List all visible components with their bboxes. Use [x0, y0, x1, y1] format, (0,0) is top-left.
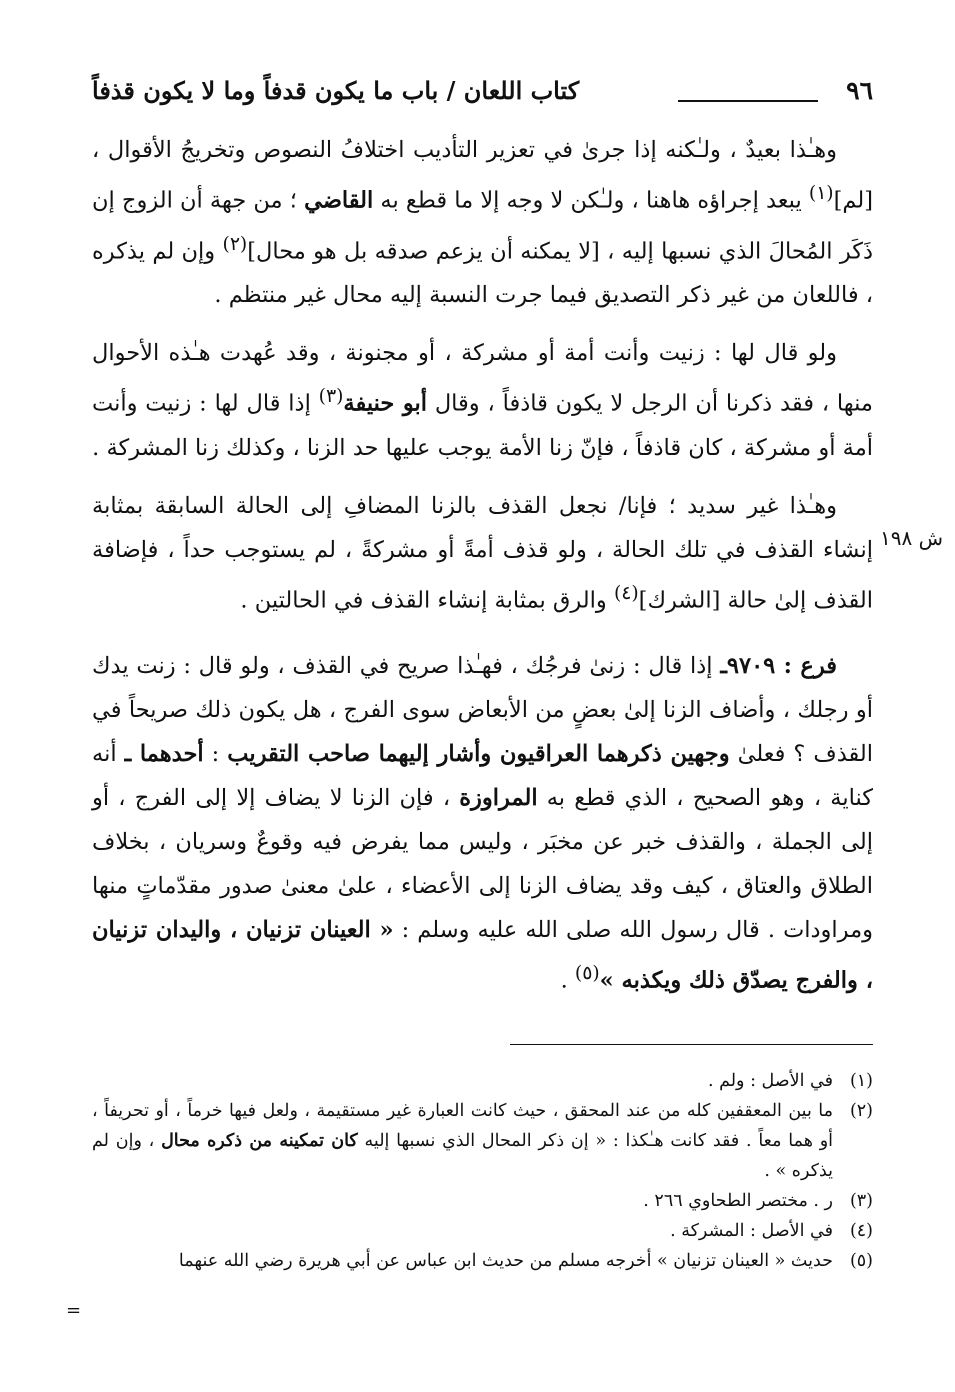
footnote-ref: (٢) — [222, 233, 248, 255]
text-span: . — [560, 967, 575, 994]
text-span: وإن لم يذكره ، فاللعان من غير ذكر التصديق فيما جرت النسبة إليه محال غير منتظم . — [92, 238, 873, 308]
bold-phrase: أحدهما ـ — [124, 741, 204, 767]
bold-name: المراوزة — [459, 785, 538, 811]
footnote-number: (٥) — [849, 1251, 873, 1271]
footnote-number: (٢) — [849, 1101, 873, 1121]
header-rule — [678, 100, 818, 102]
footnote-text: في الأصل : ولم . — [707, 1071, 833, 1091]
footnotes — [92, 1066, 873, 1276]
paragraph-2 — [92, 331, 873, 470]
text-span: ولو قال لها : زنيت وأنت أمة أو مشركة ، أو مجنونة ، وقد عُهدت هـٰذه الأحوال منها ، فقد ذكرنا أن الرجل لا يكون قاذفاً ، وقال — [92, 340, 873, 417]
section-heading: فرع : ٩٧٠٩ـ — [720, 653, 837, 679]
text-span: إذا قال لها : زنيت وأنت أمة أو مشركة ، كان قاذفاً ، فإنّ زنا الأمة يوجب عليها حد الزنا ، وكذلك زنا المشركة . — [92, 390, 873, 461]
paragraph-4 — [92, 644, 873, 1003]
footnote-ref: (٤) — [613, 582, 639, 604]
footnote-number: (٤) — [849, 1221, 873, 1241]
footnote-4 — [92, 1216, 873, 1246]
footnote-ref: (١) — [808, 183, 834, 204]
text-span: وهـٰذا غير سديد ؛ فإنا/ نجعل القذف بالزنا المضافِ إلى الحالة السابقة بمثابة إنشاء القذف في تلك الحالة ، ولو قذف أمةً أو مشركةً ، لم يستوجب حداً ، فإضافة القذف إلىٰ حالة [الشرك] — [92, 492, 873, 613]
manuscript-folio-note: ش ١٩٨ — [880, 526, 944, 550]
paragraph-3 — [92, 484, 873, 623]
text-span: يبعد إجراؤه هاهنا ، ولـٰكن لا وجه إلا ما قطع به — [373, 187, 809, 214]
text-span: والرق بمثابة إنشاء القذف في الحالتين . — [240, 587, 614, 613]
bold-name: القاضي — [304, 187, 374, 214]
text-span: إذا قال : زنىٰ فرجُك ، فهـٰذا صريح في القذف ، ولو قال : زنت يدك أو رجلك ، وأضاف الزنا إلىٰ بعضٍ من الأبعاض سوى الفرج ، هل يكون ذلك صريحاً في القذف ؟ فعلىٰ — [92, 653, 874, 767]
footnote-separator — [510, 1044, 873, 1045]
footnote-text: حديث « العينان تزنيان » أخرجه مسلم من حديث ابن عباس عن أبي هريرة رضي الله عنهما — [178, 1251, 833, 1271]
paragraph-1 — [92, 128, 873, 317]
footnote-number: (١) — [849, 1071, 873, 1091]
footnote-ref: (٣) — [318, 386, 344, 407]
page-header — [92, 76, 873, 116]
continuation-mark: = — [66, 1300, 82, 1321]
footnote-text — [92, 1096, 833, 1186]
hadith-quote: « العينان تزنيان ، واليدان تزنيان ، والفرج يصدّق ذلك ويكذبه » — [92, 917, 873, 994]
text-span: وهـٰذا بعيدٌ ، ولـٰكنه إذا جرىٰ في تعزير التأديب اختلافُ النصوص وتخريجُ الأقوال ، [لم] — [92, 137, 873, 214]
footnote-1 — [92, 1066, 873, 1096]
bold-phrase: وجهين ذكرهما العراقيون وأشار إليهما صاحب التقريب — [227, 741, 730, 767]
running-title: كتاب اللعان / باب ما يكون قدفاً وما لا يكون قذفاً — [92, 76, 580, 105]
text-span: ؛ من جهة أن الزوج إن ذَكَر المُحالَ الذي نسبها إليه ، [لا يمكنه أن يزعم صدقه بل هو محال] — [92, 187, 873, 264]
footnote-5 — [92, 1246, 873, 1276]
footnote-bold-part: كان تمكينه من ذكره محال — [161, 1131, 358, 1151]
footnote-text: ر . مختصر الطحاوي ٢٦٦ . — [643, 1191, 833, 1211]
text-span: : — [203, 741, 228, 767]
bold-name: أبو حنيفة — [343, 390, 427, 417]
footnote-3 — [92, 1186, 873, 1216]
text-span: أنه كناية ، وهو الصحيح ، الذي قطع به — [92, 741, 873, 811]
footnote-text-part: ما بين المعقفين كله من عند المحقق ، حيث كانت العبارة غير مستقيمة ، ولعل فيها خرماً ، أو تحريفاً ، أو هما معاً . فقد كانت هـٰكذا : « إن ذكر المحال الذي نسبها إليه — [92, 1101, 834, 1151]
page-number: ٩٦ — [846, 76, 873, 105]
footnote-ref: (٥) — [574, 963, 600, 984]
text-span: ، فإن الزنا لا يضاف إلا إلى الفرج ، أو إلى الجملة ، والقذف خبر عن مخبَر ، وليس مما يفرض فيه وقوعٌ وسريان ، بخلاف الطلاق والعتاق ، كيف وقد يضاف الزنا إلى الأعضاء ، علىٰ معنىٰ صدور مقدّماتٍ منها ومراودات . قال رسول الله صلى الله عليه وسلم : — [92, 785, 873, 943]
footnote-text-part: ، وإن لم يذكره » . — [92, 1131, 833, 1181]
main-text — [92, 128, 873, 1003]
footnote-text: في الأصل : المشركة . — [670, 1221, 833, 1241]
footnote-2 — [92, 1096, 873, 1186]
footnote-number: (٣) — [849, 1191, 873, 1211]
